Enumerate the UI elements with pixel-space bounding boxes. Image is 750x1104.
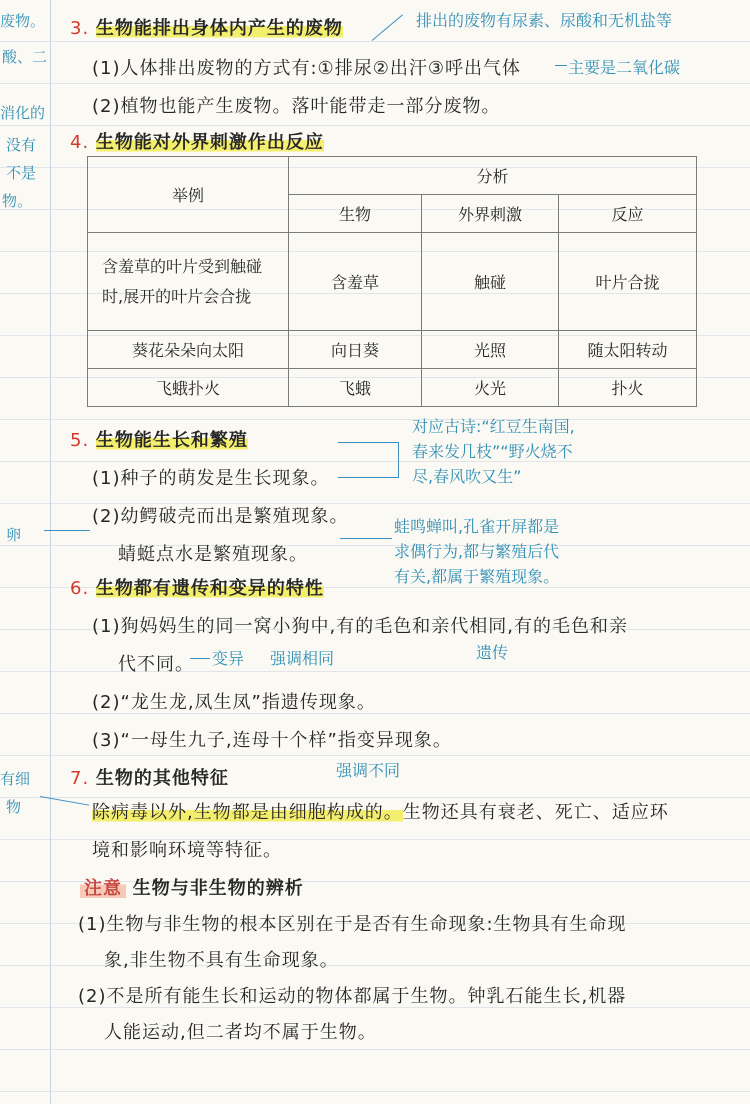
margin-note: 卵 <box>6 526 22 544</box>
section-7-heading <box>70 764 229 790</box>
attention-line-3: (2)不是所有能生长和运动的物体都属于生物。钟乳石能生长,机器 <box>78 986 627 1007</box>
attention-line-2: 象,非生物不具有生命现象。 <box>104 950 339 971</box>
table-cell: 光照 <box>422 331 559 369</box>
note-line: 春来发几枝”“野火烧不 <box>412 442 573 461</box>
section-number: 3. <box>70 18 90 39</box>
table-cell: 随太阳转动 <box>559 331 697 369</box>
note-heredity: 遗传 <box>476 643 509 662</box>
note-line: 求偶行为,都与繁殖后代 <box>394 542 560 561</box>
note-emphasize-different: 强调不同 <box>336 761 401 780</box>
s6-line-3: (3)“一母生九子,连母十个样”指变异现象。 <box>92 730 452 751</box>
section-number: 5. <box>70 430 90 451</box>
stimulus-response-table <box>87 156 697 407</box>
table-cell: 叶片合拢 <box>559 233 697 331</box>
section-title: 生物能排出身体内产生的废物 <box>95 18 343 39</box>
table-header-organism: 生物 <box>289 195 422 233</box>
s3-line-1: (1)人体排出废物的方式有:①排尿②出汗③呼出气体 <box>92 58 521 79</box>
table-cell: 葵花朵朵向太阳 <box>88 331 289 369</box>
s6-line-1a: (1)狗妈妈生的同一窝小狗中,有的毛色和亲代相同,有的毛色和亲 <box>92 616 628 637</box>
s3-line-2: (2)植物也能产生废物。落叶能带走一部分废物。 <box>92 96 501 117</box>
table-cell: 向日葵 <box>289 331 422 369</box>
section-number: 4. <box>70 132 90 153</box>
attention-line-1: (1)生物与非生物的根本区别在于是否有生命现象:生物具有生命现 <box>78 914 627 935</box>
section-number: 7. <box>70 768 90 789</box>
note-arrow <box>190 658 210 659</box>
attention-heading <box>80 874 304 900</box>
section-title: 生物的其他特征 <box>95 768 229 789</box>
table-row <box>88 233 697 331</box>
s7-highlight: 除病毒以外,生物都是由细胞构成的。 <box>92 802 403 823</box>
margin-note: 没有 <box>6 136 37 154</box>
table-cell: 火光 <box>422 369 559 407</box>
note-arrow <box>44 530 90 531</box>
note-arrow <box>372 14 403 40</box>
note-line: 有关,都属于繁殖现象。 <box>394 567 560 586</box>
note-connector <box>338 442 399 478</box>
section-4-heading <box>70 128 324 154</box>
note-co2: 主要是二氧化碳 <box>568 58 681 77</box>
margin-note: 酸、二 <box>2 48 48 66</box>
table-cell: 含羞草 <box>289 233 422 331</box>
note-arrow <box>40 796 89 806</box>
note-emphasize-same: 强调相同 <box>270 649 335 668</box>
note-poem <box>412 414 575 489</box>
s6-line-1b: 代不同。 <box>118 654 194 675</box>
s7-line-2: 境和影响环境等特征。 <box>92 840 282 861</box>
note-line: 蛙鸣蝉叫,孔雀开屏都是 <box>394 517 560 536</box>
s7-text: 生物还具有衰老、死亡、适应环 <box>402 802 669 823</box>
note-courtship <box>394 514 559 589</box>
table-header-example: 举例 <box>88 157 289 233</box>
note-line: 尽,春风吹又生” <box>412 467 522 486</box>
section-title: 生物能生长和繁殖 <box>95 430 248 451</box>
table-header-response: 反应 <box>559 195 697 233</box>
table-cell: 飞蛾扑火 <box>88 369 289 407</box>
section-title: 生物能对外界刺激作出反应 <box>95 132 324 153</box>
table-header-analysis: 分析 <box>289 157 697 195</box>
attention-title: 生物与非生物的辨析 <box>132 878 304 899</box>
table-row <box>88 331 697 369</box>
note-waste-types: 排出的废物有尿素、尿酸和无机盐等 <box>416 11 673 30</box>
note-arrow <box>555 65 567 66</box>
table-cell: 触碰 <box>422 233 559 331</box>
attention-line-4: 人能运动,但二者均不属于生物。 <box>104 1022 377 1043</box>
s5-line-3: 蜻蜓点水是繁殖现象。 <box>118 544 308 565</box>
margin-note: 物。 <box>2 192 33 210</box>
note-line: 对应古诗:“红豆生南国, <box>412 417 575 436</box>
table-cell: 含羞草的叶片受到触碰时,展开的叶片会合拢 <box>88 233 289 331</box>
note-arrow <box>340 538 392 539</box>
section-3-heading <box>70 14 343 40</box>
margin-note: 有细 <box>0 770 31 788</box>
table-row <box>88 369 697 407</box>
margin-note: 物 <box>6 798 22 816</box>
s6-line-2: (2)“龙生龙,凤生凤”指遗传现象。 <box>92 692 376 713</box>
section-6-heading <box>70 574 324 600</box>
table-header-stimulus: 外界刺激 <box>422 195 559 233</box>
margin-note: 不是 <box>6 164 37 182</box>
note-variation: 变异 <box>212 649 245 668</box>
section-title: 生物都有遗传和变异的特性 <box>95 578 324 599</box>
table-cell: 飞蛾 <box>289 369 422 407</box>
margin-note: 废物。 <box>0 12 46 30</box>
section-number: 6. <box>70 578 90 599</box>
attention-label: 注意 <box>80 878 126 899</box>
table-cell: 扑火 <box>559 369 697 407</box>
s7-line-1 <box>92 798 669 824</box>
s5-line-2: (2)幼鳄破壳而出是繁殖现象。 <box>92 506 349 527</box>
margin-note: 消化的 <box>0 104 46 122</box>
s5-line-1: (1)种子的萌发是生长现象。 <box>92 468 330 489</box>
section-5-heading <box>70 426 248 452</box>
margin-line <box>50 0 51 1104</box>
